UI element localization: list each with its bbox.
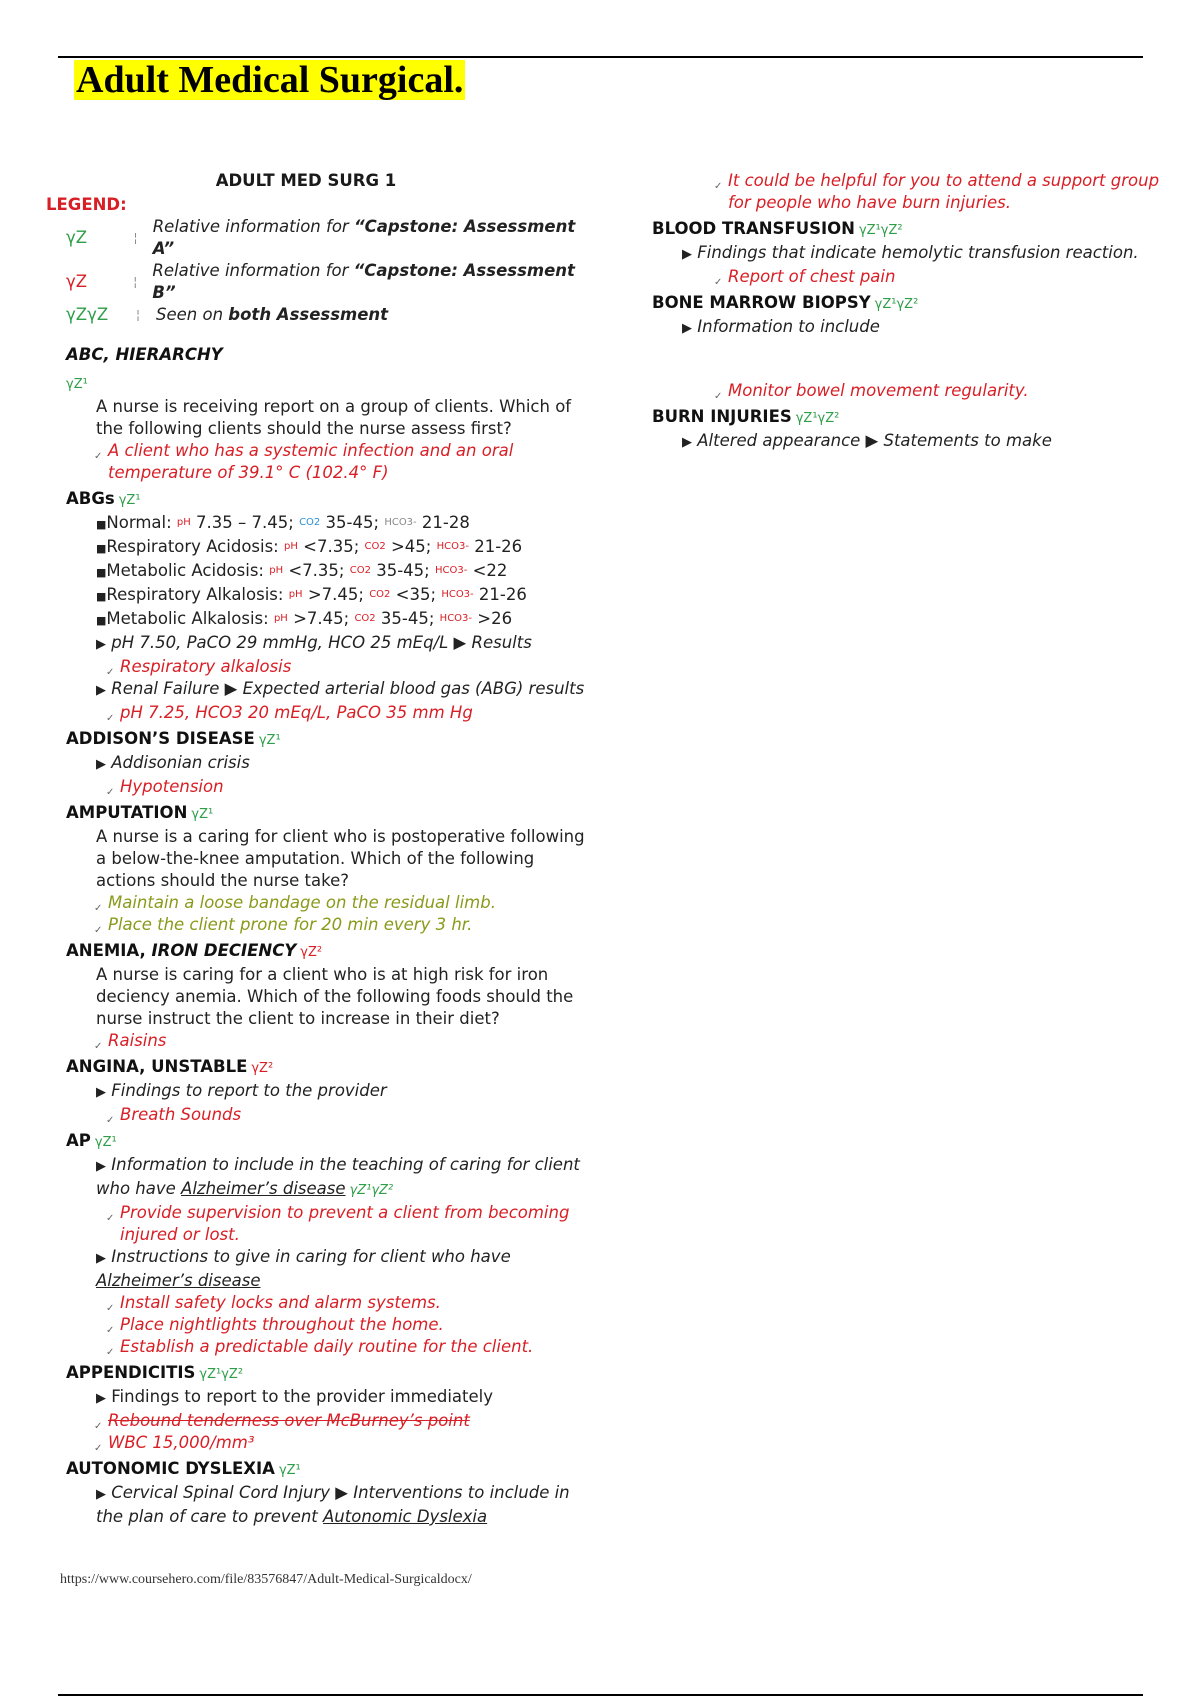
abg-row xyxy=(96,560,586,584)
legend-tag: γZ¹ xyxy=(66,377,88,392)
legend-tag: γZ¹ xyxy=(191,807,214,822)
co2-label: CO2 xyxy=(354,613,376,624)
ph-value: 7.35 – 7.45; xyxy=(196,513,294,532)
bullet-text: Findings to report to the provider immediately xyxy=(111,1387,494,1406)
bullet-item xyxy=(96,678,586,702)
hco3-label: HCO3- xyxy=(439,613,473,624)
bullet-item xyxy=(682,242,1172,266)
legend-text-bold: “Capstone: Assessment B” xyxy=(152,261,575,302)
co2-label: CO2 xyxy=(299,517,321,528)
bullet-item xyxy=(96,632,586,656)
section-heading xyxy=(66,940,586,964)
legend-symbol-both: γZγZ xyxy=(66,305,109,324)
bullet-text: Findings that indicate hemolytic transfusion reaction. xyxy=(697,243,1139,262)
section-heading xyxy=(66,728,586,752)
ph-label: pH xyxy=(176,517,191,528)
answer-text: ✓ Respiratory alkalosis xyxy=(120,656,586,678)
section-title: BURN INJURIES xyxy=(652,407,792,426)
section-title: AUTONOMIC DYSLEXIA xyxy=(66,1459,275,1478)
answer-text: ✓ Hypotension xyxy=(120,776,586,798)
legend-row xyxy=(66,216,586,260)
right-column xyxy=(652,170,1172,454)
bullet-text: Addisonian crisis xyxy=(111,753,250,772)
section-heading xyxy=(652,292,1172,316)
section-title: ABC, HIERARCHY xyxy=(66,345,223,364)
legend-tag: γZ¹γZ² xyxy=(199,1367,244,1382)
answer-text: ✓ Monitor bowel movement regularity. xyxy=(728,380,1172,402)
answer-text: ✓ Provide supervision to prevent a client from becoming injured or lost. xyxy=(120,1202,586,1246)
ph-label: pH xyxy=(284,541,298,552)
legend-tag: γZ¹ xyxy=(118,493,141,508)
bottom-rule xyxy=(58,1694,1143,1696)
abg-label: Metabolic Acidosis: xyxy=(106,561,270,580)
square-bullet-icon: ■ xyxy=(96,590,107,603)
section-heading xyxy=(652,218,1172,242)
question-text: A nurse is receiving report on a group of clients. Which of the following clients should the nurse assess first? xyxy=(96,397,572,438)
section-heading xyxy=(66,802,586,826)
ph-value: <7.35; xyxy=(303,537,360,556)
arrow-icon: ▶ xyxy=(96,637,106,652)
co2-label: CO2 xyxy=(349,565,371,576)
co2-label: CO2 xyxy=(364,541,386,552)
page-title: Adult Medical Surgical. xyxy=(76,59,464,101)
legend-symbol-a: γZ xyxy=(66,228,88,247)
hco3-value: <22 xyxy=(472,561,508,580)
co2-value: >45; xyxy=(390,537,432,556)
section-heading xyxy=(66,1458,586,1482)
legend-text-bold: both Assessment xyxy=(228,305,389,324)
bullet-text: Instructions to give in caring for client who have xyxy=(111,1247,511,1266)
answer-text: ✓ Install safety locks and alarm systems. xyxy=(120,1292,586,1314)
section-title: BONE MARROW BIOPSY xyxy=(652,293,871,312)
document-heading: ADULT MED SURG 1 xyxy=(215,171,397,190)
legend-tag: γZ¹γZ² xyxy=(349,1183,394,1198)
hco3-value: >26 xyxy=(477,609,513,628)
abg-row xyxy=(96,584,586,608)
legend-tag: γZ¹ xyxy=(94,1135,117,1150)
ph-label: pH xyxy=(269,565,284,576)
arrow-icon: ▶ xyxy=(96,1251,106,1266)
answer-text: ✓ WBC 15,000/mm³ xyxy=(108,1432,586,1454)
answer-text: ✓ Place nightlights throughout the home. xyxy=(120,1314,586,1336)
answer-text: ✓ It could be helpful for you to attend a support group for people who have burn injuries. xyxy=(728,170,1172,214)
bullet-text: Altered appearance ▶ Statements to make xyxy=(697,431,1052,450)
section-heading xyxy=(66,344,586,366)
top-rule xyxy=(58,56,1143,58)
hco3-value: 21-26 xyxy=(474,537,523,556)
section-title: ABGs xyxy=(66,489,115,508)
answer-text: ✓ Rebound tenderness over McBurney’s point xyxy=(108,1410,586,1432)
section-title: BLOOD TRANSFUSION xyxy=(652,219,855,238)
bullet-text: Cervical Spinal Cord Injury ▶ Interventions to include in the plan of care to prevent xyxy=(96,1483,570,1526)
section-title-italic: IRON DECIENCY xyxy=(151,941,297,960)
square-bullet-icon: ■ xyxy=(96,566,107,579)
bullet-item xyxy=(96,1386,586,1410)
hco3-label: HCO3- xyxy=(434,565,468,576)
arrow-icon: ▶ xyxy=(96,1391,106,1406)
section-title: ANGINA, UNSTABLE xyxy=(66,1057,248,1076)
legend-tag: γZ¹γZ² xyxy=(874,297,919,312)
answer-text: ✓ Place the client prone for 20 min every 3 hr. xyxy=(108,914,586,936)
abg-label: Respiratory Acidosis: xyxy=(106,537,284,556)
square-bullet-icon: ■ xyxy=(96,542,107,555)
legend-text-bold: “Capstone: Assessment A” xyxy=(152,217,576,258)
bullet-item xyxy=(96,1080,586,1104)
abg-label: Metabolic Alkalosis: xyxy=(106,609,274,628)
answer-text: ✓ Establish a predictable daily routine for the client. xyxy=(120,1336,586,1358)
co2-value: 35-45; xyxy=(380,609,435,628)
hco3-label: HCO3- xyxy=(384,517,417,528)
square-bullet-icon: ■ xyxy=(96,614,107,627)
legend-marker-icon: ¦ xyxy=(133,275,138,289)
square-bullet-icon: ■ xyxy=(96,518,107,531)
legend-tag: γZ¹ xyxy=(258,733,281,748)
hco3-label: HCO3- xyxy=(436,541,469,552)
source-url: https://www.coursehero.com/file/83576847/Adult-Medical-Surgicaldocx/ xyxy=(60,1572,472,1587)
bullet-text: Information to include in the teaching of caring for client who have xyxy=(96,1155,580,1198)
ph-value: <7.35; xyxy=(288,561,345,580)
underlined-term: Alzheimer’s disease xyxy=(96,1271,261,1290)
bullet-text: pH 7.50, PaCO 29 mmHg, HCO 25 mEq/L ▶ Results xyxy=(111,633,532,652)
answer-text: ✓ Raisins xyxy=(108,1030,586,1052)
legend-text: Seen on xyxy=(156,305,229,324)
section-title: APPENDICITIS xyxy=(66,1363,196,1382)
arrow-icon: ▶ xyxy=(96,757,106,772)
bullet-item xyxy=(96,752,586,776)
legend-tag: γZ¹γZ² xyxy=(858,223,903,238)
hco3-value: 21-28 xyxy=(421,513,470,532)
abg-values-list xyxy=(66,512,586,632)
bullet-item xyxy=(96,1482,586,1528)
ph-value: >7.45; xyxy=(293,609,350,628)
legend-marker-icon: ¦ xyxy=(136,308,141,322)
abg-row xyxy=(96,608,586,632)
legend-symbol-b: γZ xyxy=(66,272,88,291)
legend-tag: γZ¹ xyxy=(278,1463,301,1478)
section-title: AP xyxy=(66,1131,91,1150)
bullet-text: Information to include xyxy=(697,317,880,336)
legend-marker-icon: ¦ xyxy=(133,231,138,245)
arrow-icon: ▶ xyxy=(682,247,692,262)
co2-value: 35-45; xyxy=(325,513,380,532)
bullet-text: Findings to report to the provider xyxy=(111,1081,387,1100)
arrow-icon: ▶ xyxy=(96,1487,106,1502)
section-heading xyxy=(66,1130,586,1154)
abg-row xyxy=(96,536,586,560)
section-heading xyxy=(66,1056,586,1080)
legend-tag: γZ¹γZ² xyxy=(795,411,840,426)
arrow-icon: ▶ xyxy=(96,1159,106,1174)
abg-row xyxy=(96,512,586,536)
legend-tag: γZ² xyxy=(251,1061,274,1076)
arrow-icon: ▶ xyxy=(96,1085,106,1100)
abg-label: Respiratory Alkalosis: xyxy=(106,585,289,604)
answer-text: ✓ Breath Sounds xyxy=(120,1104,586,1126)
bullet-item xyxy=(96,1154,586,1202)
ph-label: pH xyxy=(273,613,288,624)
co2-value: <35; xyxy=(395,585,437,604)
legend-label: LEGEND: xyxy=(46,195,127,214)
underlined-term: Autonomic Dyslexia xyxy=(323,1507,488,1526)
legend-row xyxy=(66,260,586,304)
section-title: ADDISON’S DISEASE xyxy=(66,729,255,748)
section-title: AMPUTATION xyxy=(66,803,188,822)
hco3-label: HCO3- xyxy=(441,589,474,600)
co2-value: 35-45; xyxy=(376,561,430,580)
section-heading xyxy=(66,1362,586,1386)
legend-row xyxy=(66,304,586,326)
ph-label: pH xyxy=(288,589,303,600)
hco3-value: 21-26 xyxy=(478,585,527,604)
arrow-icon: ▶ xyxy=(682,435,692,450)
bullet-item xyxy=(96,1246,586,1292)
bullet-item xyxy=(682,430,1172,454)
question-text: A nurse is a caring for client who is postoperative following a below-the-knee amputation. Which of the following actions should the nurse take? xyxy=(96,827,585,890)
section-heading xyxy=(66,488,586,512)
underlined-term: Alzheimer’s disease xyxy=(181,1179,346,1198)
legend-text: Relative information for xyxy=(152,217,354,236)
legend-tag: γZ² xyxy=(300,945,323,960)
section-title: ANEMIA, xyxy=(66,941,152,960)
answer-text: ✓ Maintain a loose bandage on the residual limb. xyxy=(108,892,586,914)
legend-text: Relative information for xyxy=(152,261,354,280)
ph-value: >7.45; xyxy=(307,585,364,604)
answer-text: ✓ pH 7.25, HCO3 20 mEq/L, PaCO 35 mm Hg xyxy=(120,702,586,724)
arrow-icon: ▶ xyxy=(96,683,106,698)
answer-text: ✓ A client who has a systemic infection and an oral temperature of 39.1° C (102.4° F) xyxy=(108,440,586,484)
section-heading xyxy=(652,406,1172,430)
abg-label: Normal: xyxy=(106,513,177,532)
question-text: A nurse is caring for a client who is at high risk for iron deciency anemia. Which of the following foods should the nurse instruct the client to increase in their diet? xyxy=(96,965,574,1028)
bullet-item xyxy=(682,316,1172,340)
co2-label: CO2 xyxy=(369,589,391,600)
arrow-icon: ▶ xyxy=(682,321,692,336)
bullet-text: Renal Failure ▶ Expected arterial blood gas (ABG) results xyxy=(111,679,585,698)
left-column xyxy=(46,170,586,1528)
answer-text: ✓ Report of chest pain xyxy=(728,266,1172,288)
